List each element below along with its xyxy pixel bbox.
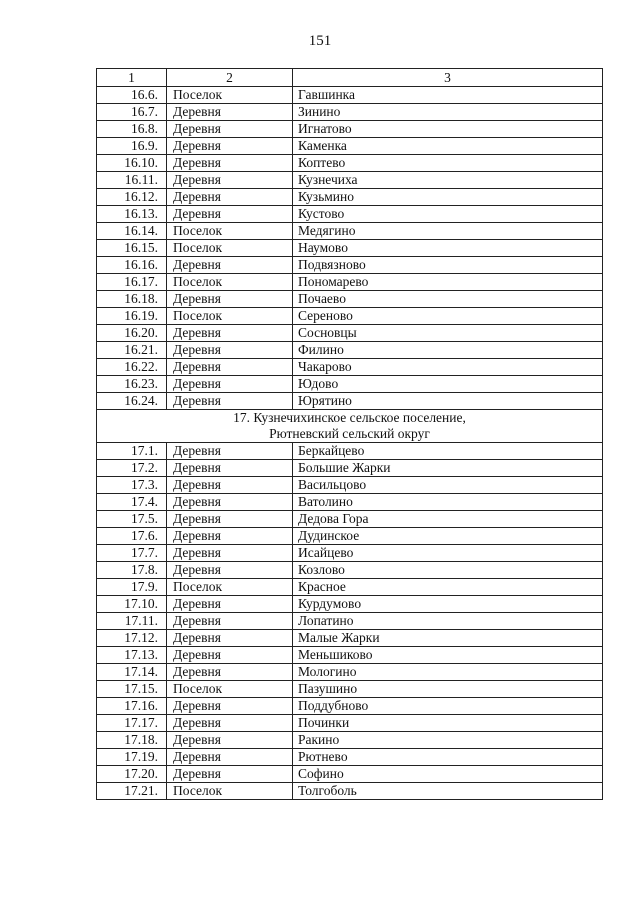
table-row — [97, 681, 603, 698]
row-number: 17.15. — [97, 681, 167, 698]
table-row — [97, 308, 603, 325]
row-settlement-name: Дедова Гора — [293, 511, 603, 528]
row-number: 17.17. — [97, 715, 167, 732]
row-settlement-type: Деревня — [167, 630, 293, 647]
row-number: 17.3. — [97, 477, 167, 494]
section-header — [97, 410, 603, 443]
row-settlement-name: Игнатово — [293, 121, 603, 138]
row-settlement-type: Деревня — [167, 342, 293, 359]
row-number: 17.6. — [97, 528, 167, 545]
row-number: 16.14. — [97, 223, 167, 240]
row-settlement-type: Деревня — [167, 104, 293, 121]
row-number: 17.10. — [97, 596, 167, 613]
table-row — [97, 647, 603, 664]
table-row — [97, 579, 603, 596]
row-settlement-name: Ракино — [293, 732, 603, 749]
table-row — [97, 749, 603, 766]
row-settlement-type: Деревня — [167, 155, 293, 172]
row-number: 17.11. — [97, 613, 167, 630]
row-settlement-name: Козлово — [293, 562, 603, 579]
row-number: 17.14. — [97, 664, 167, 681]
row-number: 17.12. — [97, 630, 167, 647]
table-row — [97, 206, 603, 223]
table-row — [97, 325, 603, 342]
row-settlement-name: Софино — [293, 766, 603, 783]
row-number: 16.21. — [97, 342, 167, 359]
row-settlement-name: Малые Жарки — [293, 630, 603, 647]
row-settlement-type: Деревня — [167, 494, 293, 511]
row-settlement-name: Юрятино — [293, 393, 603, 410]
row-settlement-name: Подвязново — [293, 257, 603, 274]
row-settlement-type: Деревня — [167, 732, 293, 749]
row-settlement-name: Исайцево — [293, 545, 603, 562]
table-row — [97, 138, 603, 155]
row-settlement-name: Поддубново — [293, 698, 603, 715]
row-number: 17.7. — [97, 545, 167, 562]
row-number: 17.13. — [97, 647, 167, 664]
table-row — [97, 223, 603, 240]
table-row — [97, 443, 603, 460]
row-settlement-name: Медягино — [293, 223, 603, 240]
row-number: 16.18. — [97, 291, 167, 308]
table-row — [97, 715, 603, 732]
table-row — [97, 562, 603, 579]
header-col-3: 3 — [293, 69, 603, 87]
row-settlement-type: Деревня — [167, 138, 293, 155]
row-number: 16.24. — [97, 393, 167, 410]
row-settlement-name: Коптево — [293, 155, 603, 172]
table-row — [97, 630, 603, 647]
table-row — [97, 613, 603, 630]
row-settlement-name: Кузнечиха — [293, 172, 603, 189]
row-number: 17.21. — [97, 783, 167, 800]
table-row — [97, 376, 603, 393]
row-number: 16.7. — [97, 104, 167, 121]
table-row — [97, 87, 603, 104]
table-row — [97, 783, 603, 800]
row-settlement-name: Почаево — [293, 291, 603, 308]
row-settlement-type: Деревня — [167, 596, 293, 613]
row-settlement-name: Толгоболь — [293, 783, 603, 800]
row-number: 17.4. — [97, 494, 167, 511]
page-number: 151 — [308, 33, 332, 49]
row-settlement-type: Деревня — [167, 528, 293, 545]
header-col-2: 2 — [167, 69, 293, 87]
section-title-line-2: Рютневский сельский округ — [269, 426, 430, 441]
row-settlement-name: Наумово — [293, 240, 603, 257]
row-number: 17.5. — [97, 511, 167, 528]
row-number: 16.13. — [97, 206, 167, 223]
row-settlement-type: Деревня — [167, 121, 293, 138]
row-number: 17.1. — [97, 443, 167, 460]
row-settlement-type: Поселок — [167, 274, 293, 291]
row-settlement-name: Курдумово — [293, 596, 603, 613]
section-title-line-1: 17. Кузнечихинское сельское поселение, — [233, 410, 466, 425]
row-settlement-name: Чакарово — [293, 359, 603, 376]
row-settlement-name: Меньшиково — [293, 647, 603, 664]
table-row — [97, 121, 603, 138]
row-number: 16.22. — [97, 359, 167, 376]
row-settlement-name: Сосновцы — [293, 325, 603, 342]
table-row — [97, 172, 603, 189]
row-number: 16.23. — [97, 376, 167, 393]
table-row — [97, 494, 603, 511]
row-number: 16.9. — [97, 138, 167, 155]
row-settlement-name: Каменка — [293, 138, 603, 155]
table-row — [97, 511, 603, 528]
row-number: 17.19. — [97, 749, 167, 766]
row-settlement-name: Починки — [293, 715, 603, 732]
row-settlement-type: Поселок — [167, 87, 293, 104]
row-settlement-type: Деревня — [167, 291, 293, 308]
row-settlement-name: Мологино — [293, 664, 603, 681]
row-number: 16.8. — [97, 121, 167, 138]
row-number: 17.20. — [97, 766, 167, 783]
row-settlement-type: Деревня — [167, 477, 293, 494]
row-settlement-type: Поселок — [167, 579, 293, 596]
row-number: 16.17. — [97, 274, 167, 291]
row-settlement-type: Поселок — [167, 223, 293, 240]
row-settlement-type: Деревня — [167, 511, 293, 528]
table-row — [97, 460, 603, 477]
table-row — [97, 342, 603, 359]
row-number: 17.18. — [97, 732, 167, 749]
row-settlement-type: Деревня — [167, 749, 293, 766]
row-number: 17.8. — [97, 562, 167, 579]
row-settlement-name: Пазушино — [293, 681, 603, 698]
row-settlement-type: Деревня — [167, 613, 293, 630]
row-settlement-name: Гавшинка — [293, 87, 603, 104]
table-row — [97, 664, 603, 681]
table-row — [97, 766, 603, 783]
row-settlement-type: Деревня — [167, 359, 293, 376]
table-header-row — [97, 69, 603, 87]
row-settlement-type: Деревня — [167, 460, 293, 477]
row-number: 16.20. — [97, 325, 167, 342]
row-settlement-name: Беркайцево — [293, 443, 603, 460]
table-row — [97, 104, 603, 121]
table-row — [97, 545, 603, 562]
row-number: 16.12. — [97, 189, 167, 206]
table-row — [97, 359, 603, 376]
row-settlement-type: Деревня — [167, 206, 293, 223]
table-row — [97, 189, 603, 206]
row-settlement-type: Деревня — [167, 393, 293, 410]
row-settlement-type: Деревня — [167, 376, 293, 393]
row-settlement-type: Деревня — [167, 257, 293, 274]
row-number: 17.16. — [97, 698, 167, 715]
row-settlement-name: Васильцово — [293, 477, 603, 494]
row-settlement-type: Деревня — [167, 647, 293, 664]
row-number: 16.6. — [97, 87, 167, 104]
section-header-row — [97, 410, 603, 443]
table-row — [97, 257, 603, 274]
row-settlement-type: Поселок — [167, 240, 293, 257]
table-row — [97, 393, 603, 410]
row-settlement-type: Деревня — [167, 325, 293, 342]
table-row — [97, 732, 603, 749]
table-row — [97, 291, 603, 308]
row-settlement-type: Поселок — [167, 783, 293, 800]
row-settlement-name: Дудинское — [293, 528, 603, 545]
row-settlement-name: Ватолино — [293, 494, 603, 511]
settlements-table — [96, 68, 603, 800]
row-number: 17.9. — [97, 579, 167, 596]
row-settlement-type: Деревня — [167, 766, 293, 783]
row-number: 16.19. — [97, 308, 167, 325]
row-settlement-name: Кузьмино — [293, 189, 603, 206]
table-row — [97, 477, 603, 494]
table-row — [97, 274, 603, 291]
header-col-1: 1 — [97, 69, 167, 87]
row-settlement-type: Деревня — [167, 189, 293, 206]
row-settlement-type: Поселок — [167, 308, 293, 325]
row-settlement-name: Зинино — [293, 104, 603, 121]
row-settlement-name: Филино — [293, 342, 603, 359]
row-settlement-name: Большие Жарки — [293, 460, 603, 477]
table-row — [97, 155, 603, 172]
row-settlement-name: Пономарево — [293, 274, 603, 291]
row-settlement-type: Деревня — [167, 664, 293, 681]
row-settlement-name: Лопатино — [293, 613, 603, 630]
table-row — [97, 698, 603, 715]
row-number: 16.15. — [97, 240, 167, 257]
row-settlement-type: Деревня — [167, 698, 293, 715]
table-row — [97, 528, 603, 545]
row-settlement-type: Поселок — [167, 681, 293, 698]
row-settlement-type: Деревня — [167, 545, 293, 562]
row-number: 16.10. — [97, 155, 167, 172]
row-settlement-type: Деревня — [167, 715, 293, 732]
row-settlement-type: Деревня — [167, 562, 293, 579]
row-settlement-type: Деревня — [167, 443, 293, 460]
row-number: 16.16. — [97, 257, 167, 274]
row-number: 16.11. — [97, 172, 167, 189]
row-settlement-name: Рютнево — [293, 749, 603, 766]
row-settlement-name: Юдово — [293, 376, 603, 393]
row-settlement-name: Кустово — [293, 206, 603, 223]
row-settlement-name: Красное — [293, 579, 603, 596]
table-row — [97, 596, 603, 613]
row-settlement-name: Сереново — [293, 308, 603, 325]
settlements-table-body — [97, 69, 603, 800]
table-row — [97, 240, 603, 257]
row-number: 17.2. — [97, 460, 167, 477]
row-settlement-type: Деревня — [167, 172, 293, 189]
